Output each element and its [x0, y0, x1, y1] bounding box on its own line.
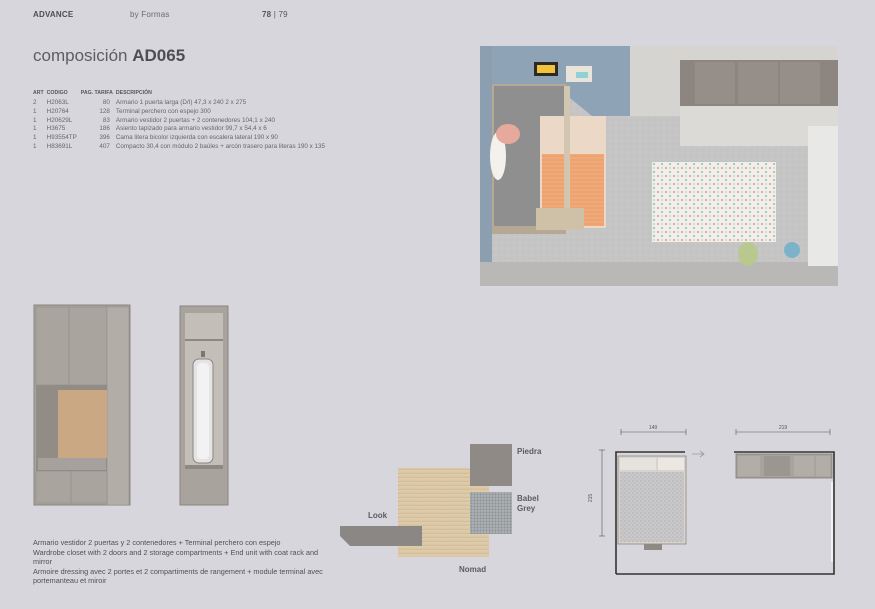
col-descripcion: DESCRIPCIÓN	[115, 90, 152, 96]
cell-desc: Cama litera bicolor izquierda con escalera lateral 190 x 90	[115, 134, 278, 142]
cell-pag: 407	[99, 142, 110, 150]
label-babel-grey	[517, 494, 539, 514]
label-piedra: Piedra	[517, 447, 542, 456]
room-photo-illustration	[480, 46, 838, 286]
col-pag-tarifa: PAG. TARIFA	[80, 90, 113, 96]
items-table	[33, 90, 329, 152]
swatch-babel-grey	[470, 492, 512, 534]
label-babel-line2: Grey	[517, 504, 536, 513]
table-row	[33, 134, 329, 143]
label-nomad: Nomad	[459, 565, 487, 574]
cell-art: 1	[33, 107, 37, 115]
brand-name: ADVANCE	[33, 10, 74, 19]
table-row	[33, 143, 329, 152]
page-next: 79	[278, 10, 288, 19]
coat-rack-mirror-drawing	[179, 305, 231, 506]
page-title	[33, 46, 185, 66]
swatch-look	[340, 526, 422, 546]
cell-pag: 186	[99, 125, 110, 133]
col-codigo: CODIGO	[46, 90, 68, 96]
caption-en: Wardrobe closet with 2 doors and 2 storage compartments + End unit with coat rack and mirror	[33, 547, 319, 567]
caption-fr: Armoire dressing avec 2 portes et 2 compartiments de rangement + module terminal avec portemanteau et miroir	[33, 566, 323, 586]
table-header-row	[33, 90, 329, 99]
col-art: ART	[33, 90, 44, 96]
cell-art: 1	[33, 134, 37, 142]
title-code: AD065	[132, 46, 186, 65]
swatch-piedra	[470, 444, 512, 486]
cell-codigo: H83691L	[46, 142, 73, 150]
dim-width-bed: 149	[648, 425, 658, 431]
dim-height: 215	[588, 493, 594, 503]
table-row	[33, 125, 329, 134]
cell-pag: 83	[102, 116, 110, 124]
floor-plan	[580, 420, 842, 580]
table-row	[33, 117, 329, 126]
cell-desc: Armario vestidor 2 puertas + 2 contenedores 104,1 x 240	[115, 116, 275, 124]
cell-pag: 396	[99, 134, 110, 142]
product-caption	[33, 538, 323, 586]
cell-codigo: H20764	[46, 107, 69, 115]
cell-art: 1	[33, 142, 37, 150]
label-babel-line1: Babel	[517, 494, 539, 503]
wardrobe-front-drawing	[33, 304, 133, 506]
table-row	[33, 99, 329, 108]
cell-desc: Asiento tapizado para armario vestidor 99,7 x 54,4 x 6	[115, 125, 267, 133]
label-look: Look	[368, 511, 388, 520]
room-photo	[480, 46, 838, 286]
cell-desc: Terminal perchero con espejo 300	[115, 107, 211, 115]
cell-desc: Compacto 30,4 con módulo 2 baúles + arcón trasero para literas 190 x 135	[115, 142, 326, 150]
page-separator: |	[273, 10, 277, 19]
cell-codigo: H20629L	[46, 116, 73, 124]
cell-art: 2	[33, 99, 37, 106]
cell-art: 1	[33, 116, 37, 124]
cell-pag: 128	[99, 107, 110, 115]
cell-codigo: H3675	[46, 125, 66, 133]
page-current: 78	[262, 10, 272, 19]
dim-width-unit: 219	[778, 425, 788, 431]
cell-pag: 80	[102, 99, 110, 106]
finish-swatches	[340, 444, 512, 562]
cell-desc: Armario 1 puerta larga (D/I) 47,3 x 240 2 x 275	[115, 99, 247, 106]
page-numbers	[262, 10, 288, 19]
brand-byline: by Formas	[130, 10, 170, 19]
table-row	[33, 108, 329, 117]
cell-art: 1	[33, 125, 37, 133]
cell-codigo: H93554TP	[46, 134, 77, 142]
cell-codigo: H2063L	[46, 99, 69, 106]
title-prefix: composición	[33, 46, 128, 65]
caption-es: Armario vestidor 2 puertas y 2 contenedores + Terminal perchero con espejo	[33, 538, 281, 547]
